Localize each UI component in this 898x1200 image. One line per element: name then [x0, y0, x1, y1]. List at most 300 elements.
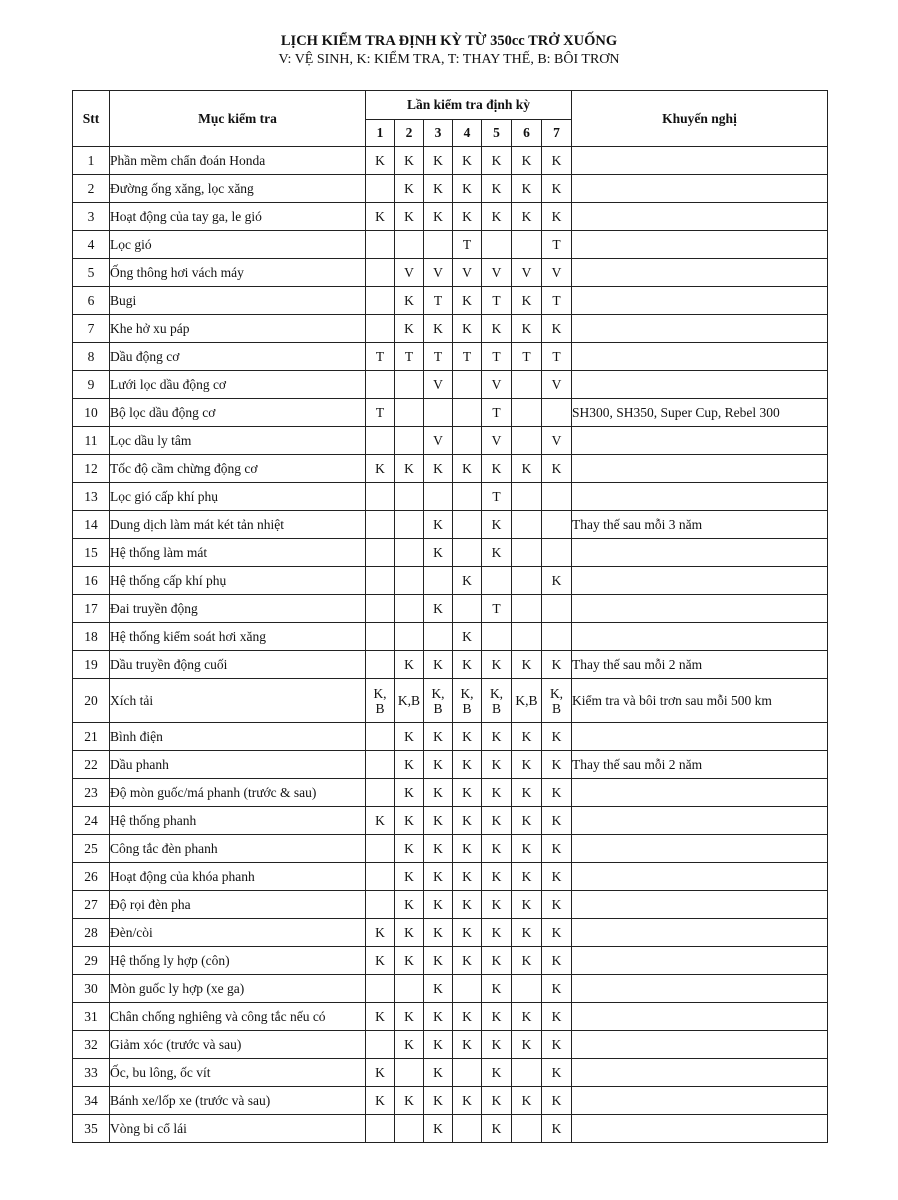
row-mark-period-4	[453, 511, 482, 539]
row-item: Dung dịch làm mát két tản nhiệt	[110, 511, 366, 539]
row-mark-period-3: K	[424, 511, 453, 539]
row-item: Độ mòn guốc/má phanh (trước & sau)	[110, 779, 366, 807]
document-title: LỊCH KIỂM TRA ĐỊNH KỲ TỪ 350cc TRỞ XUỐNG	[280, 33, 618, 49]
table-row	[73, 511, 828, 539]
row-mark-period-7	[542, 399, 572, 427]
row-item: Dầu động cơ	[110, 343, 366, 371]
row-mark-period-1	[366, 835, 395, 863]
row-mark-period-3: T	[424, 343, 453, 371]
row-recommendation	[572, 779, 828, 807]
table-row	[73, 723, 828, 751]
row-item: Độ rọi đèn pha	[110, 891, 366, 919]
row-mark-period-2: K	[395, 779, 424, 807]
row-mark-period-2: K	[395, 1087, 424, 1115]
row-mark-period-3: K	[424, 455, 453, 483]
row-mark-period-7	[542, 483, 572, 511]
row-mark-period-4	[453, 595, 482, 623]
row-mark-period-1	[366, 1115, 395, 1143]
row-recommendation	[572, 1031, 828, 1059]
row-mark-period-5: K	[482, 315, 512, 343]
row-mark-period-7: K	[542, 891, 572, 919]
row-mark-period-7	[542, 623, 572, 651]
row-mark-period-2: K	[395, 863, 424, 891]
row-mark-period-1	[366, 623, 395, 651]
row-recommendation	[572, 863, 828, 891]
row-mark-period-5	[482, 567, 512, 595]
row-mark-period-6	[512, 427, 542, 455]
row-number: 22	[73, 751, 110, 779]
row-number: 17	[73, 595, 110, 623]
row-mark-period-3: K	[424, 863, 453, 891]
row-mark-period-5: K	[482, 1031, 512, 1059]
row-mark-period-7: K	[542, 919, 572, 947]
row-item: Hệ thống kiểm soát hơi xăng	[110, 623, 366, 651]
row-mark-period-7: V	[542, 427, 572, 455]
row-number: 6	[73, 287, 110, 315]
row-recommendation	[572, 175, 828, 203]
table-body	[73, 147, 828, 1143]
row-number: 12	[73, 455, 110, 483]
row-item: Hệ thống ly hợp (côn)	[110, 947, 366, 975]
row-mark-period-3: K	[424, 947, 453, 975]
row-mark-period-7: K	[542, 1059, 572, 1087]
row-recommendation	[572, 259, 828, 287]
row-recommendation	[572, 455, 828, 483]
row-mark-period-7: K	[542, 651, 572, 679]
row-mark-period-3: K	[424, 147, 453, 175]
row-mark-period-1	[366, 863, 395, 891]
row-mark-period-7: K	[542, 947, 572, 975]
row-item: Lọc dầu ly tâm	[110, 427, 366, 455]
row-number: 9	[73, 371, 110, 399]
row-mark-period-6: K	[512, 175, 542, 203]
row-item: Công tắc đèn phanh	[110, 835, 366, 863]
row-mark-period-1: K, B	[366, 679, 395, 723]
row-item: Dầu truyền động cuối	[110, 651, 366, 679]
row-recommendation	[572, 1003, 828, 1031]
row-recommendation: SH300, SH350, Super Cup, Rebel 300	[572, 399, 828, 427]
row-mark-period-1: K	[366, 1003, 395, 1031]
row-mark-period-5	[482, 231, 512, 259]
row-mark-period-4: K	[453, 567, 482, 595]
row-mark-period-3: K	[424, 919, 453, 947]
row-mark-period-3: K	[424, 891, 453, 919]
row-mark-period-2: K	[395, 807, 424, 835]
row-mark-period-3: K	[424, 1087, 453, 1115]
row-mark-period-7: K, B	[542, 679, 572, 723]
row-mark-period-4	[453, 483, 482, 511]
row-mark-period-6	[512, 567, 542, 595]
row-number: 25	[73, 835, 110, 863]
row-mark-period-4: K	[453, 723, 482, 751]
row-mark-period-2: K	[395, 147, 424, 175]
row-mark-period-7	[542, 511, 572, 539]
table-row	[73, 231, 828, 259]
row-mark-period-1	[366, 779, 395, 807]
table-row	[73, 779, 828, 807]
row-mark-period-4: K	[453, 147, 482, 175]
row-mark-period-2	[395, 483, 424, 511]
row-mark-period-6: K,B	[512, 679, 542, 723]
row-mark-period-4	[453, 539, 482, 567]
row-mark-period-4: K, B	[453, 679, 482, 723]
row-mark-period-2: K	[395, 455, 424, 483]
row-mark-period-7: K	[542, 835, 572, 863]
row-mark-period-2: K	[395, 751, 424, 779]
row-mark-period-3: K	[424, 1115, 453, 1143]
row-mark-period-6: K	[512, 807, 542, 835]
row-mark-period-1	[366, 371, 395, 399]
row-number: 34	[73, 1087, 110, 1115]
row-item: Lọc gió	[110, 231, 366, 259]
row-mark-period-7: K	[542, 807, 572, 835]
row-mark-period-5: K	[482, 1003, 512, 1031]
row-number: 15	[73, 539, 110, 567]
row-mark-period-3: K	[424, 1031, 453, 1059]
row-mark-period-6: K	[512, 1031, 542, 1059]
row-item: Chân chống nghiêng và công tắc nếu có	[110, 1003, 366, 1031]
row-number: 11	[73, 427, 110, 455]
row-mark-period-3: V	[424, 371, 453, 399]
row-number: 26	[73, 863, 110, 891]
row-mark-period-6: K	[512, 1003, 542, 1031]
row-item: Tốc độ cầm chừng động cơ	[110, 455, 366, 483]
row-item: Hệ thống phanh	[110, 807, 366, 835]
row-mark-period-3: K	[424, 315, 453, 343]
row-mark-period-6	[512, 483, 542, 511]
table-row	[73, 567, 828, 595]
row-number: 13	[73, 483, 110, 511]
row-mark-period-3: K	[424, 975, 453, 1003]
row-mark-period-2: K	[395, 947, 424, 975]
row-mark-period-3	[424, 231, 453, 259]
row-mark-period-1: K	[366, 807, 395, 835]
row-mark-period-5: K	[482, 919, 512, 947]
row-mark-period-5: V	[482, 371, 512, 399]
row-mark-period-4: K	[453, 203, 482, 231]
row-recommendation	[572, 483, 828, 511]
header-item: Mục kiểm tra	[110, 91, 366, 147]
row-number: 23	[73, 779, 110, 807]
row-mark-period-6: K	[512, 891, 542, 919]
row-number: 24	[73, 807, 110, 835]
row-mark-period-3: K	[424, 651, 453, 679]
row-mark-period-3	[424, 483, 453, 511]
row-mark-period-4: K	[453, 1003, 482, 1031]
table-row	[73, 1115, 828, 1143]
row-item: Phần mềm chẩn đoán Honda	[110, 147, 366, 175]
row-mark-period-7: T	[542, 231, 572, 259]
row-mark-period-6: K	[512, 315, 542, 343]
row-mark-period-1	[366, 567, 395, 595]
row-item: Bộ lọc dầu động cơ	[110, 399, 366, 427]
table-row	[73, 947, 828, 975]
table-row	[73, 399, 828, 427]
header-period-2: 2	[395, 120, 424, 147]
table-row	[73, 891, 828, 919]
row-number: 8	[73, 343, 110, 371]
row-mark-period-5: K	[482, 723, 512, 751]
row-mark-period-4: K	[453, 891, 482, 919]
row-mark-period-2	[395, 371, 424, 399]
row-recommendation	[572, 947, 828, 975]
row-mark-period-7: K	[542, 147, 572, 175]
row-mark-period-2	[395, 427, 424, 455]
row-mark-period-7: K	[542, 455, 572, 483]
row-mark-period-2	[395, 231, 424, 259]
row-mark-period-7	[542, 595, 572, 623]
row-mark-period-1	[366, 975, 395, 1003]
row-mark-period-6: K	[512, 863, 542, 891]
row-mark-period-2: K	[395, 891, 424, 919]
row-item: Ốc, bu lông, ốc vít	[110, 1059, 366, 1087]
row-mark-period-5: K	[482, 779, 512, 807]
row-number: 30	[73, 975, 110, 1003]
row-mark-period-1	[366, 751, 395, 779]
table-row	[73, 539, 828, 567]
row-mark-period-6	[512, 623, 542, 651]
row-mark-period-2: K	[395, 919, 424, 947]
row-item: Vòng bi cổ lái	[110, 1115, 366, 1143]
row-recommendation	[572, 623, 828, 651]
row-mark-period-3: K	[424, 1059, 453, 1087]
row-mark-period-1	[366, 1031, 395, 1059]
row-mark-period-4: T	[453, 343, 482, 371]
row-item: Lưới lọc dầu động cơ	[110, 371, 366, 399]
row-mark-period-6: K	[512, 751, 542, 779]
row-mark-period-2: K	[395, 723, 424, 751]
header-recommendation: Khuyến nghị	[572, 91, 828, 147]
row-mark-period-1	[366, 595, 395, 623]
row-mark-period-7: K	[542, 175, 572, 203]
row-mark-period-4: K	[453, 287, 482, 315]
row-mark-period-2: K	[395, 835, 424, 863]
table-row	[73, 679, 828, 723]
row-recommendation	[572, 427, 828, 455]
row-mark-period-3: K	[424, 779, 453, 807]
row-item: Đai truyền động	[110, 595, 366, 623]
row-mark-period-4	[453, 427, 482, 455]
row-number: 5	[73, 259, 110, 287]
row-mark-period-3	[424, 623, 453, 651]
row-mark-period-2	[395, 595, 424, 623]
row-mark-period-2	[395, 567, 424, 595]
header-row-top	[73, 91, 828, 120]
table-row	[73, 1087, 828, 1115]
table-row	[73, 1059, 828, 1087]
row-mark-period-2: K	[395, 287, 424, 315]
header-period-4: 4	[453, 120, 482, 147]
table-row	[73, 203, 828, 231]
row-number: 33	[73, 1059, 110, 1087]
header-periodic-group: Lần kiểm tra định kỳ	[366, 91, 572, 120]
table-row	[73, 455, 828, 483]
table-row	[73, 595, 828, 623]
table-row	[73, 483, 828, 511]
row-mark-period-6: K	[512, 287, 542, 315]
row-mark-period-2: K	[395, 315, 424, 343]
row-number: 35	[73, 1115, 110, 1143]
row-mark-period-7: T	[542, 343, 572, 371]
row-mark-period-1	[366, 259, 395, 287]
row-mark-period-5: K	[482, 539, 512, 567]
row-mark-period-6	[512, 231, 542, 259]
row-mark-period-5: T	[482, 483, 512, 511]
row-recommendation	[572, 343, 828, 371]
row-mark-period-4: K	[453, 919, 482, 947]
header-stt: Stt	[73, 91, 110, 147]
row-mark-period-3: K	[424, 595, 453, 623]
row-mark-period-2	[395, 1115, 424, 1143]
table-row	[73, 175, 828, 203]
row-recommendation: Kiểm tra và bôi trơn sau mỗi 500 km	[572, 679, 828, 723]
legend-subtitle: V: VỆ SINH, K: KIỂM TRA, T: THAY THẾ, B: BÔI TRƠN	[278, 52, 620, 67]
row-mark-period-4	[453, 1115, 482, 1143]
row-mark-period-3: V	[424, 427, 453, 455]
row-item: Bugi	[110, 287, 366, 315]
row-number: 14	[73, 511, 110, 539]
row-mark-period-5: K	[482, 511, 512, 539]
row-mark-period-4: K	[453, 751, 482, 779]
row-item: Đường ống xăng, lọc xăng	[110, 175, 366, 203]
table-row	[73, 427, 828, 455]
row-recommendation: Thay thế sau mỗi 2 năm	[572, 651, 828, 679]
row-mark-period-4: K	[453, 315, 482, 343]
row-mark-period-3: K	[424, 539, 453, 567]
row-mark-period-3: K, B	[424, 679, 453, 723]
row-mark-period-3: K	[424, 807, 453, 835]
table-row	[73, 287, 828, 315]
row-mark-period-5: K	[482, 835, 512, 863]
header-period-7: 7	[542, 120, 572, 147]
table-row	[73, 835, 828, 863]
row-recommendation	[572, 835, 828, 863]
row-item: Mòn guốc ly hợp (xe ga)	[110, 975, 366, 1003]
row-mark-period-1	[366, 891, 395, 919]
row-mark-period-5: K	[482, 651, 512, 679]
row-item: Ống thông hơi vách máy	[110, 259, 366, 287]
row-mark-period-4: K	[453, 835, 482, 863]
row-number: 29	[73, 947, 110, 975]
row-mark-period-2	[395, 975, 424, 1003]
table-row	[73, 259, 828, 287]
row-item: Bình điện	[110, 723, 366, 751]
row-number: 2	[73, 175, 110, 203]
row-mark-period-2: V	[395, 259, 424, 287]
table-row	[73, 315, 828, 343]
row-item: Đèn/còi	[110, 919, 366, 947]
row-mark-period-4	[453, 1059, 482, 1087]
row-mark-period-6	[512, 399, 542, 427]
row-number: 19	[73, 651, 110, 679]
row-mark-period-4: T	[453, 231, 482, 259]
row-mark-period-6	[512, 975, 542, 1003]
row-recommendation	[572, 567, 828, 595]
row-recommendation	[572, 203, 828, 231]
row-mark-period-7: K	[542, 567, 572, 595]
row-mark-period-6	[512, 595, 542, 623]
row-mark-period-5: K	[482, 147, 512, 175]
row-mark-period-6: T	[512, 343, 542, 371]
row-mark-period-5: K, B	[482, 679, 512, 723]
row-mark-period-2: K	[395, 1031, 424, 1059]
row-mark-period-5: K	[482, 891, 512, 919]
row-recommendation	[572, 371, 828, 399]
row-mark-period-4: V	[453, 259, 482, 287]
row-mark-period-1	[366, 427, 395, 455]
row-item: Giảm xóc (trước và sau)	[110, 1031, 366, 1059]
row-recommendation	[572, 539, 828, 567]
table-row	[73, 651, 828, 679]
row-mark-period-2: K	[395, 175, 424, 203]
table-row	[73, 147, 828, 175]
row-mark-period-3: T	[424, 287, 453, 315]
row-mark-period-5: T	[482, 399, 512, 427]
row-number: 10	[73, 399, 110, 427]
row-mark-period-5: K	[482, 807, 512, 835]
row-mark-period-5: V	[482, 427, 512, 455]
row-mark-period-4: K	[453, 863, 482, 891]
row-mark-period-7: K	[542, 1087, 572, 1115]
row-mark-period-5: K	[482, 455, 512, 483]
row-mark-period-3: K	[424, 751, 453, 779]
row-mark-period-1: T	[366, 343, 395, 371]
row-recommendation	[572, 975, 828, 1003]
row-mark-period-4: K	[453, 623, 482, 651]
row-mark-period-6: K	[512, 651, 542, 679]
row-mark-period-4: K	[453, 1087, 482, 1115]
row-mark-period-6: K	[512, 203, 542, 231]
table-row	[73, 863, 828, 891]
row-item: Xích tải	[110, 679, 366, 723]
row-mark-period-7: K	[542, 315, 572, 343]
row-mark-period-3: V	[424, 259, 453, 287]
row-mark-period-5: K	[482, 175, 512, 203]
row-mark-period-6: K	[512, 1087, 542, 1115]
row-mark-period-4: K	[453, 947, 482, 975]
row-mark-period-5: K	[482, 863, 512, 891]
row-mark-period-1	[366, 651, 395, 679]
row-mark-period-6: K	[512, 147, 542, 175]
row-mark-period-2	[395, 539, 424, 567]
row-mark-period-3: K	[424, 203, 453, 231]
row-item: Hoạt động của tay ga, le gió	[110, 203, 366, 231]
row-mark-period-5: T	[482, 287, 512, 315]
row-mark-period-6: K	[512, 723, 542, 751]
row-mark-period-1: K	[366, 203, 395, 231]
table-row	[73, 807, 828, 835]
row-mark-period-7: K	[542, 779, 572, 807]
header-period-3: 3	[424, 120, 453, 147]
row-mark-period-6: K	[512, 919, 542, 947]
row-recommendation	[572, 919, 828, 947]
row-mark-period-5: K	[482, 947, 512, 975]
row-item: Lọc gió cấp khí phụ	[110, 483, 366, 511]
row-recommendation	[572, 807, 828, 835]
row-mark-period-4: K	[453, 807, 482, 835]
row-number: 27	[73, 891, 110, 919]
row-recommendation	[572, 147, 828, 175]
row-number: 32	[73, 1031, 110, 1059]
row-mark-period-2: K,B	[395, 679, 424, 723]
row-mark-period-1	[366, 511, 395, 539]
row-mark-period-7	[542, 539, 572, 567]
row-mark-period-6: K	[512, 947, 542, 975]
row-mark-period-1	[366, 287, 395, 315]
row-mark-period-4	[453, 371, 482, 399]
row-mark-period-1: T	[366, 399, 395, 427]
row-mark-period-5: K	[482, 1087, 512, 1115]
